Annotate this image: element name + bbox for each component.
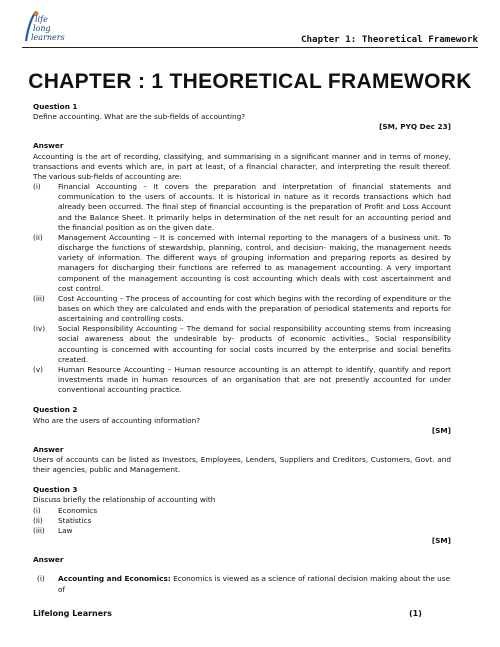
footer-brand: Lifelong Learners bbox=[33, 609, 112, 618]
list-item-number: (i) bbox=[37, 574, 45, 584]
answer-3-heading: Answer bbox=[33, 555, 64, 565]
document-body bbox=[33, 102, 451, 595]
answer-3-text: Economics is viewed as a science of rational decision making about the use of bbox=[58, 574, 451, 594]
question-2-text: Who are the users of accounting information? bbox=[33, 415, 201, 425]
subfields-list bbox=[33, 182, 451, 395]
list-item-text: Human Resource Accounting – Human resource accounting is an attempt to identify, quantify and report investments made in human resources of an organisation that are not presently accounted for under conventional accounting practice. bbox=[58, 364, 451, 395]
list-item bbox=[33, 526, 451, 536]
question-3-source-tag: [SM] bbox=[431, 536, 451, 546]
list-item-number: (iii) bbox=[33, 525, 45, 535]
list-item-number: (v) bbox=[33, 364, 44, 374]
answer-2-text: Users of accounts can be listed as Investors, Employees, Lenders, Suppliers and Creditors, Customers, Govt. and their agencies, public and Management. bbox=[33, 455, 451, 475]
list-item-text: Financial Accounting – It covers the preparation and interpretation of financial statements and communication to the users of accounts. It is historical in nature as it records transactions which had already been occurred. The final step of financial accounting is the preparation of Profit and Loss Account and the Balance Sheet. It primarily helps in determination of the net result for an accounting period and the financial position as on the given date. bbox=[58, 182, 451, 232]
list-item-text: Social Responsibility Accounting – The demand for social responsibility accounting stems from increasing social awareness about the undesirable by- products of economic activities., Social responsibility accounting is concerned with accounting for social costs incurred by the enterprise and social benefits created. bbox=[58, 324, 451, 364]
answer-2-heading: Answer bbox=[33, 444, 64, 454]
list-item-text: Statistics bbox=[58, 515, 92, 525]
list-item-text: Management Accounting – It is concerned with internal reporting to the managers of a business unit. To discharge the functions of stewardship, planning, control, and decision- making, the management needs variety of information. The different ways of grouping information and preparing reports as desired by managers for discharging their functions are referred to as management accounting. A very important component of the management accounting is cost accounting which deals with cost ascertainment and cost control. bbox=[58, 232, 451, 293]
question-3-topics bbox=[33, 506, 451, 536]
list-item-text: Cost Accounting – The process of accounting for cost which begins with the recording of expenditure or the bases on which they are calculated and ends with the preparation of periodical statements and reports for ascertaining and controlling costs. bbox=[58, 293, 451, 324]
list-item bbox=[33, 324, 451, 365]
question-1-source-tag: [SM, PYQ Dec 23] bbox=[379, 122, 451, 132]
list-item bbox=[33, 233, 451, 294]
list-item-number: (iv) bbox=[33, 324, 46, 334]
svg-text:long: long bbox=[33, 24, 51, 33]
list-item-number: (i) bbox=[33, 182, 41, 192]
list-item bbox=[33, 182, 451, 233]
question-1-heading: Question 1 bbox=[33, 102, 78, 111]
answer-1-heading: Answer bbox=[33, 141, 64, 151]
chapter-reference: Chapter 1: Theoretical Framework bbox=[300, 34, 478, 45]
svg-text:learners: learners bbox=[31, 33, 65, 42]
question-3-text: Discuss briefly the relationship of accounting with bbox=[33, 495, 216, 505]
svg-text:life: life bbox=[35, 15, 48, 24]
list-item bbox=[33, 294, 451, 324]
answer-3-item bbox=[33, 574, 451, 594]
list-item-text: Economics bbox=[58, 505, 98, 515]
list-item-number: (i) bbox=[33, 505, 41, 515]
answer-3-subheading: Accounting and Economics: bbox=[58, 574, 171, 584]
header-divider bbox=[22, 47, 478, 48]
list-item-number: (iii) bbox=[33, 293, 45, 303]
list-item-text: Law bbox=[58, 525, 73, 535]
page-header bbox=[22, 10, 478, 46]
list-item bbox=[33, 506, 451, 516]
answer-1-intro: Accounting is the art of recording, classifying, and summarising in a significant manner and in terms of money, transactions and events which are, in part at least, of a financial character, and interpreting the result thereof. The various sub-fields of accounting are: bbox=[33, 151, 451, 181]
list-item-number: (ii) bbox=[33, 232, 43, 242]
list-item-text bbox=[58, 574, 451, 594]
question-2-heading: Question 2 bbox=[33, 405, 78, 415]
page-number: (1) bbox=[409, 609, 422, 618]
list-item bbox=[33, 365, 451, 395]
question-1-text: Define accounting. What are the sub-fields of accounting? bbox=[33, 112, 246, 122]
chapter-title: CHAPTER : 1 THEORETICAL FRAMEWORK bbox=[28, 70, 472, 93]
question-2-source-tag: [SM] bbox=[431, 425, 451, 435]
list-item bbox=[33, 516, 451, 526]
list-item-number: (ii) bbox=[33, 515, 43, 525]
question-3-heading: Question 3 bbox=[33, 485, 78, 495]
lifelong-learners-logo bbox=[22, 10, 84, 44]
